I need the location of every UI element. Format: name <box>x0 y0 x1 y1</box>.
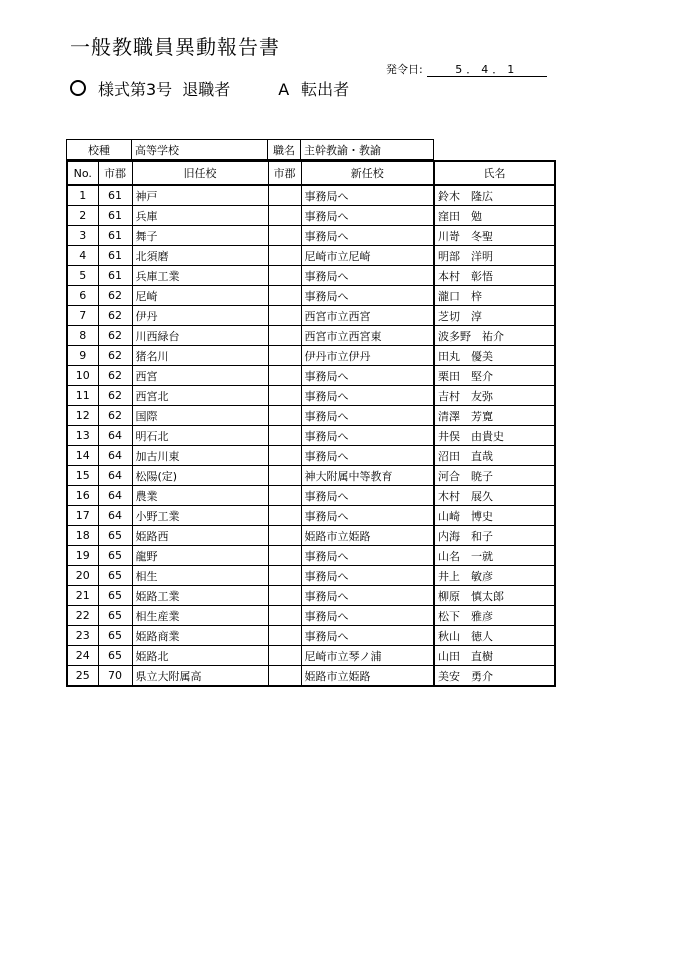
row-city: 65 <box>98 606 132 626</box>
row-name: 窪田 勉 <box>434 206 555 226</box>
row-name: 吉村 友弥 <box>434 386 555 406</box>
form-sub-letter: A <box>278 80 290 99</box>
col-header-name: 氏名 <box>434 161 555 185</box>
row-no: 13 <box>67 426 98 446</box>
row-old-school: 神戸 <box>132 185 268 206</box>
form-category: 退職者 <box>182 80 231 99</box>
issue-date-line <box>386 61 547 77</box>
row-name: 木村 展久 <box>434 486 555 506</box>
row-old-school: 舞子 <box>132 226 268 246</box>
row-no: 9 <box>67 346 98 366</box>
col-header-old-school: 旧任校 <box>132 161 268 185</box>
row-name: 井俣 由貴史 <box>434 426 555 446</box>
row-city: 64 <box>98 466 132 486</box>
row-new-school: 事務局へ <box>301 486 434 506</box>
row-city: 65 <box>98 586 132 606</box>
row-city2 <box>268 286 301 306</box>
row-old-school: 龍野 <box>132 546 268 566</box>
table-row <box>67 586 555 606</box>
row-no: 4 <box>67 246 98 266</box>
row-new-school: 西宮市立西宮 <box>301 306 434 326</box>
row-no: 24 <box>67 646 98 666</box>
table-row <box>67 386 555 406</box>
row-no: 12 <box>67 406 98 426</box>
row-old-school: 小野工業 <box>132 506 268 526</box>
row-city2 <box>268 446 301 466</box>
table-row <box>67 646 555 666</box>
row-city2 <box>268 326 301 346</box>
row-name: 本村 彰悟 <box>434 266 555 286</box>
row-new-school: 事務局へ <box>301 206 434 226</box>
row-new-school: 事務局へ <box>301 386 434 406</box>
row-old-school: 国際 <box>132 406 268 426</box>
table-row <box>67 306 555 326</box>
table-row <box>67 206 555 226</box>
row-no: 2 <box>67 206 98 226</box>
row-city: 64 <box>98 486 132 506</box>
row-no: 21 <box>67 586 98 606</box>
row-name: 河合 暁子 <box>434 466 555 486</box>
row-old-school: 西宮 <box>132 366 268 386</box>
row-name: 川嵜 冬聖 <box>434 226 555 246</box>
form-number: 様式第3号 <box>98 80 173 99</box>
row-no: 17 <box>67 506 98 526</box>
row-name: 明部 洋明 <box>434 246 555 266</box>
row-new-school: 伊丹市立伊丹 <box>301 346 434 366</box>
col-header-city: 市郡 <box>98 161 132 185</box>
table-row <box>67 666 555 687</box>
row-new-school: 事務局へ <box>301 185 434 206</box>
row-city: 64 <box>98 506 132 526</box>
row-city2 <box>268 346 301 366</box>
row-new-school: 事務局へ <box>301 506 434 526</box>
row-city2 <box>268 566 301 586</box>
row-old-school: 猪名川 <box>132 346 268 366</box>
table-row <box>67 506 555 526</box>
row-city: 61 <box>98 246 132 266</box>
table-row <box>67 326 555 346</box>
row-city: 61 <box>98 226 132 246</box>
row-old-school: 北須磨 <box>132 246 268 266</box>
row-city2 <box>268 206 301 226</box>
row-city2 <box>268 366 301 386</box>
row-city: 65 <box>98 626 132 646</box>
row-old-school: 兵庫工業 <box>132 266 268 286</box>
row-city2 <box>268 266 301 286</box>
row-city2 <box>268 426 301 446</box>
row-name: 山名 一就 <box>434 546 555 566</box>
table-row <box>67 526 555 546</box>
row-name: 井上 敏彦 <box>434 566 555 586</box>
row-old-school: 伊丹 <box>132 306 268 326</box>
row-city2 <box>268 606 301 626</box>
row-name: 内海 和子 <box>434 526 555 546</box>
row-city: 70 <box>98 666 132 687</box>
col-header-new-school: 新任校 <box>301 161 434 185</box>
row-city: 65 <box>98 526 132 546</box>
row-no: 3 <box>67 226 98 246</box>
row-city: 62 <box>98 326 132 346</box>
row-new-school: 神大附属中等教育 <box>301 466 434 486</box>
row-city2 <box>268 626 301 646</box>
table-row <box>67 446 555 466</box>
row-city: 61 <box>98 266 132 286</box>
row-old-school: 姫路北 <box>132 646 268 666</box>
row-new-school: 事務局へ <box>301 566 434 586</box>
row-name: 瀧口 梓 <box>434 286 555 306</box>
row-name: 栗田 堅介 <box>434 366 555 386</box>
row-city2 <box>268 526 301 546</box>
row-name: 田丸 優美 <box>434 346 555 366</box>
row-name: 秋山 徳人 <box>434 626 555 646</box>
row-old-school: 明石北 <box>132 426 268 446</box>
row-city: 65 <box>98 566 132 586</box>
table-row <box>67 546 555 566</box>
row-new-school: 西宮市立西宮東 <box>301 326 434 346</box>
row-city: 62 <box>98 386 132 406</box>
row-city2 <box>268 646 301 666</box>
row-name: 松下 雅彦 <box>434 606 555 626</box>
position-value: 主幹教諭・教諭 <box>301 140 434 160</box>
row-new-school: 事務局へ <box>301 546 434 566</box>
table-row <box>67 366 555 386</box>
issue-date-value: 5．4．1 <box>427 63 547 77</box>
table-row <box>67 626 555 646</box>
row-new-school: 事務局へ <box>301 606 434 626</box>
row-new-school: 事務局へ <box>301 426 434 446</box>
row-city2 <box>268 246 301 266</box>
table-row <box>67 246 555 266</box>
row-no: 18 <box>67 526 98 546</box>
row-city2 <box>268 546 301 566</box>
row-name: 沼田 直哉 <box>434 446 555 466</box>
row-old-school: 川西緑台 <box>132 326 268 346</box>
row-new-school: 姫路市立姫路 <box>301 666 434 687</box>
row-name: 山崎 博史 <box>434 506 555 526</box>
row-no: 6 <box>67 286 98 306</box>
row-old-school: 尼崎 <box>132 286 268 306</box>
row-city2 <box>268 586 301 606</box>
row-no: 10 <box>67 366 98 386</box>
col-header-no: No. <box>67 161 98 185</box>
row-new-school: 尼崎市立琴ノ浦 <box>301 646 434 666</box>
row-no: 1 <box>67 185 98 206</box>
row-city2 <box>268 226 301 246</box>
row-old-school: 姫路商業 <box>132 626 268 646</box>
row-new-school: 事務局へ <box>301 446 434 466</box>
table-row <box>67 286 555 306</box>
row-old-school: 相生 <box>132 566 268 586</box>
row-city2 <box>268 666 301 687</box>
row-no: 11 <box>67 386 98 406</box>
issue-date-label: 発令日: <box>386 63 423 76</box>
row-old-school: 兵庫 <box>132 206 268 226</box>
table-row <box>67 486 555 506</box>
selected-circle-icon <box>70 80 86 96</box>
table-body <box>67 185 555 686</box>
row-city: 62 <box>98 366 132 386</box>
row-new-school: 事務局へ <box>301 286 434 306</box>
row-city2 <box>268 185 301 206</box>
school-type-value: 高等学校 <box>132 140 268 160</box>
form-sub-category: 転出者 <box>301 80 350 99</box>
table-header-row <box>67 161 555 185</box>
row-no: 14 <box>67 446 98 466</box>
col-header-city2: 市郡 <box>268 161 301 185</box>
table-row <box>67 406 555 426</box>
row-no: 23 <box>67 626 98 646</box>
row-city2 <box>268 386 301 406</box>
form-line <box>70 77 349 100</box>
row-name: 芝切 淳 <box>434 306 555 326</box>
row-city: 62 <box>98 286 132 306</box>
row-no: 25 <box>67 666 98 687</box>
row-new-school: 事務局へ <box>301 226 434 246</box>
header-info-table <box>66 139 434 160</box>
row-city2 <box>268 466 301 486</box>
row-old-school: 県立大附属高 <box>132 666 268 687</box>
row-city: 65 <box>98 546 132 566</box>
table-row <box>67 266 555 286</box>
row-no: 20 <box>67 566 98 586</box>
row-no: 5 <box>67 266 98 286</box>
row-new-school: 事務局へ <box>301 586 434 606</box>
row-city: 65 <box>98 646 132 666</box>
row-no: 22 <box>67 606 98 626</box>
row-new-school: 事務局へ <box>301 626 434 646</box>
document-title: 一般教職員異動報告書 <box>70 35 280 59</box>
row-name: 鈴木 隆広 <box>434 185 555 206</box>
row-name: 美安 勇介 <box>434 666 555 687</box>
row-old-school: 姫路工業 <box>132 586 268 606</box>
row-city2 <box>268 506 301 526</box>
row-city: 61 <box>98 185 132 206</box>
table-row <box>67 346 555 366</box>
row-no: 19 <box>67 546 98 566</box>
table-row <box>67 426 555 446</box>
row-no: 16 <box>67 486 98 506</box>
table-row <box>67 566 555 586</box>
row-city: 62 <box>98 306 132 326</box>
row-old-school: 西宮北 <box>132 386 268 406</box>
row-city: 61 <box>98 206 132 226</box>
row-old-school: 松陽(定) <box>132 466 268 486</box>
table-row <box>67 606 555 626</box>
row-old-school: 農業 <box>132 486 268 506</box>
row-new-school: 姫路市立姫路 <box>301 526 434 546</box>
row-new-school: 事務局へ <box>301 266 434 286</box>
row-city2 <box>268 306 301 326</box>
row-city: 62 <box>98 406 132 426</box>
row-new-school: 尼崎市立尼崎 <box>301 246 434 266</box>
table-row <box>67 185 555 206</box>
row-name: 柳原 慎太郎 <box>434 586 555 606</box>
row-city: 62 <box>98 346 132 366</box>
row-old-school: 姫路西 <box>132 526 268 546</box>
row-no: 15 <box>67 466 98 486</box>
table-row <box>67 466 555 486</box>
position-label: 職名 <box>268 140 301 160</box>
row-name: 波多野 祐介 <box>434 326 555 346</box>
row-new-school: 事務局へ <box>301 406 434 426</box>
school-type-label: 校種 <box>67 140 132 160</box>
row-no: 8 <box>67 326 98 346</box>
row-city2 <box>268 486 301 506</box>
row-name: 山田 直樹 <box>434 646 555 666</box>
row-city: 64 <box>98 426 132 446</box>
row-city: 64 <box>98 446 132 466</box>
row-no: 7 <box>67 306 98 326</box>
row-old-school: 加古川東 <box>132 446 268 466</box>
row-old-school: 相生産業 <box>132 606 268 626</box>
transfer-table <box>66 160 556 687</box>
row-city2 <box>268 406 301 426</box>
row-name: 清澤 芳寛 <box>434 406 555 426</box>
row-new-school: 事務局へ <box>301 366 434 386</box>
table-row <box>67 226 555 246</box>
